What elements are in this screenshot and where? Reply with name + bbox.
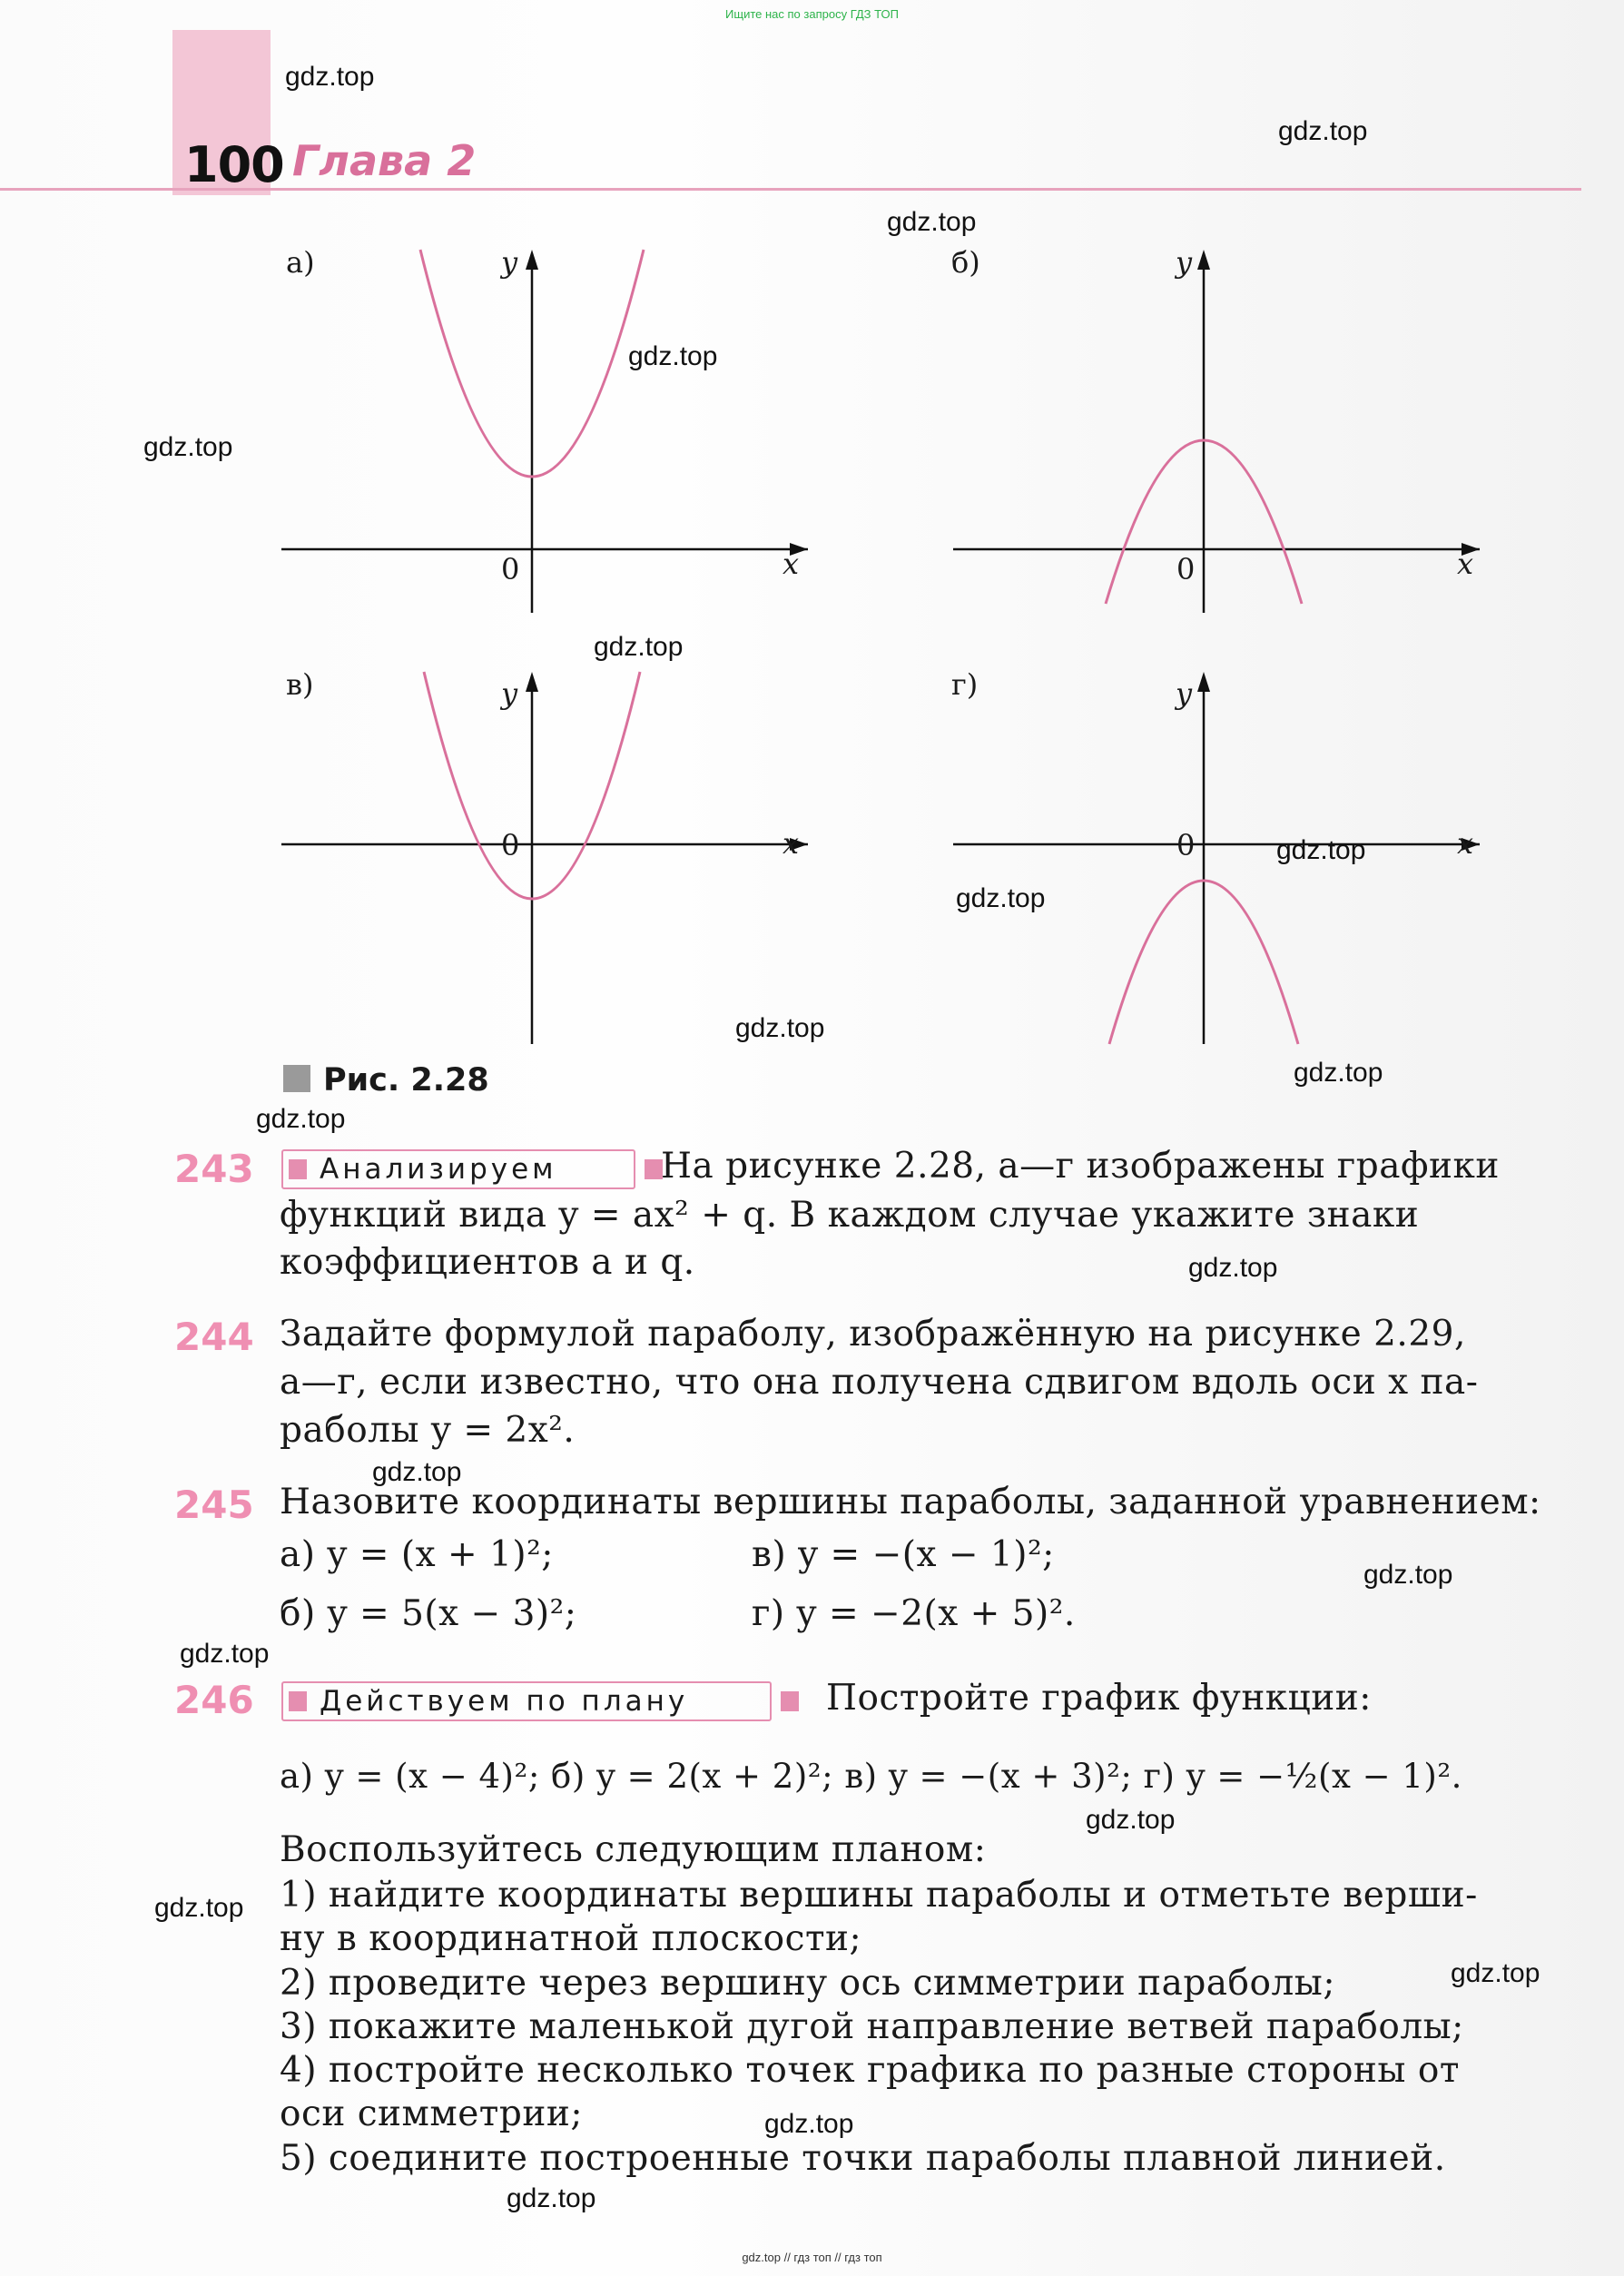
- panel-label-v: в): [286, 667, 314, 702]
- watermark: gdz.top: [764, 2109, 854, 2139]
- axis-y-label: y: [501, 245, 518, 280]
- graph-a: [272, 241, 817, 640]
- watermark: gdz.top: [154, 1893, 244, 1923]
- graph-b: [944, 241, 1489, 640]
- watermark: gdz.top: [1086, 1805, 1176, 1835]
- problem-number: 244: [174, 1315, 254, 1359]
- tag-label: Действуем по плану: [320, 1685, 689, 1718]
- tag-marker: [289, 1691, 307, 1711]
- watermark: gdz.top: [1276, 835, 1366, 865]
- figure-caption: Рис. 2.28: [323, 1062, 489, 1099]
- origin-label: 0: [1176, 552, 1196, 586]
- watermark: gdz.top: [735, 1013, 825, 1043]
- problem-text-line: а—г, если известно, что она получена сдвигом вдоль оси x па-: [280, 1362, 1479, 1403]
- watermark: gdz.top: [1278, 116, 1368, 146]
- plan-step: 5) соедините построенные точки параболы плавной линией.: [280, 2138, 1446, 2179]
- problem-item: г) y = −2(x + 5)².: [752, 1593, 1076, 1634]
- problem-functions: а) y = (x − 4)²; б) y = 2(x + 2)²; в) y = −(x + 3)²; г) y = −½(x − 1)².: [280, 1757, 1462, 1796]
- axis-x-label: x: [782, 826, 800, 861]
- tag-marker: [289, 1159, 307, 1179]
- panel-label-a: а): [286, 245, 315, 280]
- plan-step: ну в координатной плоскости;: [280, 1918, 862, 1959]
- panel-label-b: б): [951, 245, 980, 280]
- problem-tag: [281, 1149, 635, 1189]
- axis-x-label: x: [1457, 826, 1474, 861]
- watermark: gdz.top: [1451, 1958, 1540, 1988]
- watermark: gdz.top: [507, 2183, 596, 2213]
- problem-text-line: раболы y = 2x².: [280, 1410, 576, 1451]
- watermark: gdz.top: [956, 883, 1046, 913]
- problem-number: 246: [174, 1678, 254, 1722]
- plan-step: 4) постройте несколько точек графика по разные стороны от: [280, 2050, 1460, 2091]
- top-note: Ищите нас по запросу ГДЗ ТОП: [725, 7, 899, 21]
- panel-label-g: г): [951, 667, 979, 702]
- watermark: gdz.top: [1188, 1253, 1278, 1283]
- problem-text-line: Воспользуйтесь следующим планом:: [280, 1829, 987, 1870]
- watermark: gdz.top: [594, 632, 684, 662]
- tag-marker: [781, 1691, 799, 1711]
- tag-marker: [645, 1159, 663, 1179]
- problem-item: а) y = (x + 1)²;: [280, 1534, 554, 1575]
- origin-label: 0: [501, 552, 520, 586]
- watermark: gdz.top: [1363, 1560, 1453, 1590]
- problem-number: 243: [174, 1147, 254, 1191]
- problem-text-line: Задайте формулой параболу, изображённую на рисунке 2.29,: [280, 1314, 1466, 1355]
- page-number: 100: [184, 136, 284, 193]
- watermark: gdz.top: [1294, 1058, 1383, 1088]
- axis-x-label: x: [1457, 547, 1474, 581]
- problem-text-line: Постройте график функции:: [826, 1678, 1372, 1719]
- watermark: gdz.top: [372, 1457, 462, 1487]
- watermark: gdz.top: [180, 1639, 270, 1669]
- watermark: gdz.top: [285, 62, 375, 92]
- problem-tag: [281, 1681, 772, 1721]
- chapter-title: Глава 2: [292, 136, 477, 185]
- axis-y-label: y: [1176, 245, 1193, 280]
- problem-text-line: коэффициентов a и q.: [280, 1242, 695, 1283]
- watermark: gdz.top: [887, 207, 977, 237]
- plan-step: 3) покажите маленькой дугой направление ветвей параболы;: [280, 2006, 1464, 2047]
- axis-y-label: y: [1176, 676, 1193, 711]
- axis-y-label: y: [501, 676, 518, 711]
- graph-g: [944, 663, 1489, 1062]
- problem-number: 245: [174, 1483, 254, 1527]
- plan-step: 1) найдите координаты вершины параболы и отметьте верши-: [280, 1875, 1478, 1916]
- graph-v: [272, 663, 817, 1062]
- bottom-note: gdz.top // гдз топ // гдз топ: [742, 2251, 882, 2264]
- watermark: gdz.top: [143, 432, 233, 462]
- axis-x-label: x: [782, 547, 800, 581]
- problem-text-line: функций вида y = ax² + q. В каждом случае укажите знаки: [280, 1195, 1420, 1236]
- watermark: gdz.top: [628, 341, 718, 371]
- origin-label: 0: [1176, 828, 1196, 862]
- caption-marker: [283, 1065, 310, 1092]
- problem-item: в) y = −(x − 1)²;: [752, 1534, 1055, 1575]
- plan-step: 2) проведите через вершину ось симметрии параболы;: [280, 1963, 1335, 2004]
- problem-text-line: Назовите координаты вершины параболы, заданной уравнением:: [280, 1482, 1541, 1522]
- problem-text-line: На рисунке 2.28, а—г изображены графики: [661, 1146, 1500, 1187]
- tag-label: Анализируем: [320, 1153, 557, 1186]
- watermark: gdz.top: [256, 1104, 346, 1134]
- problem-item: б) y = 5(x − 3)²;: [280, 1593, 577, 1634]
- origin-label: 0: [501, 828, 520, 862]
- plan-step: оси симметрии;: [280, 2094, 583, 2134]
